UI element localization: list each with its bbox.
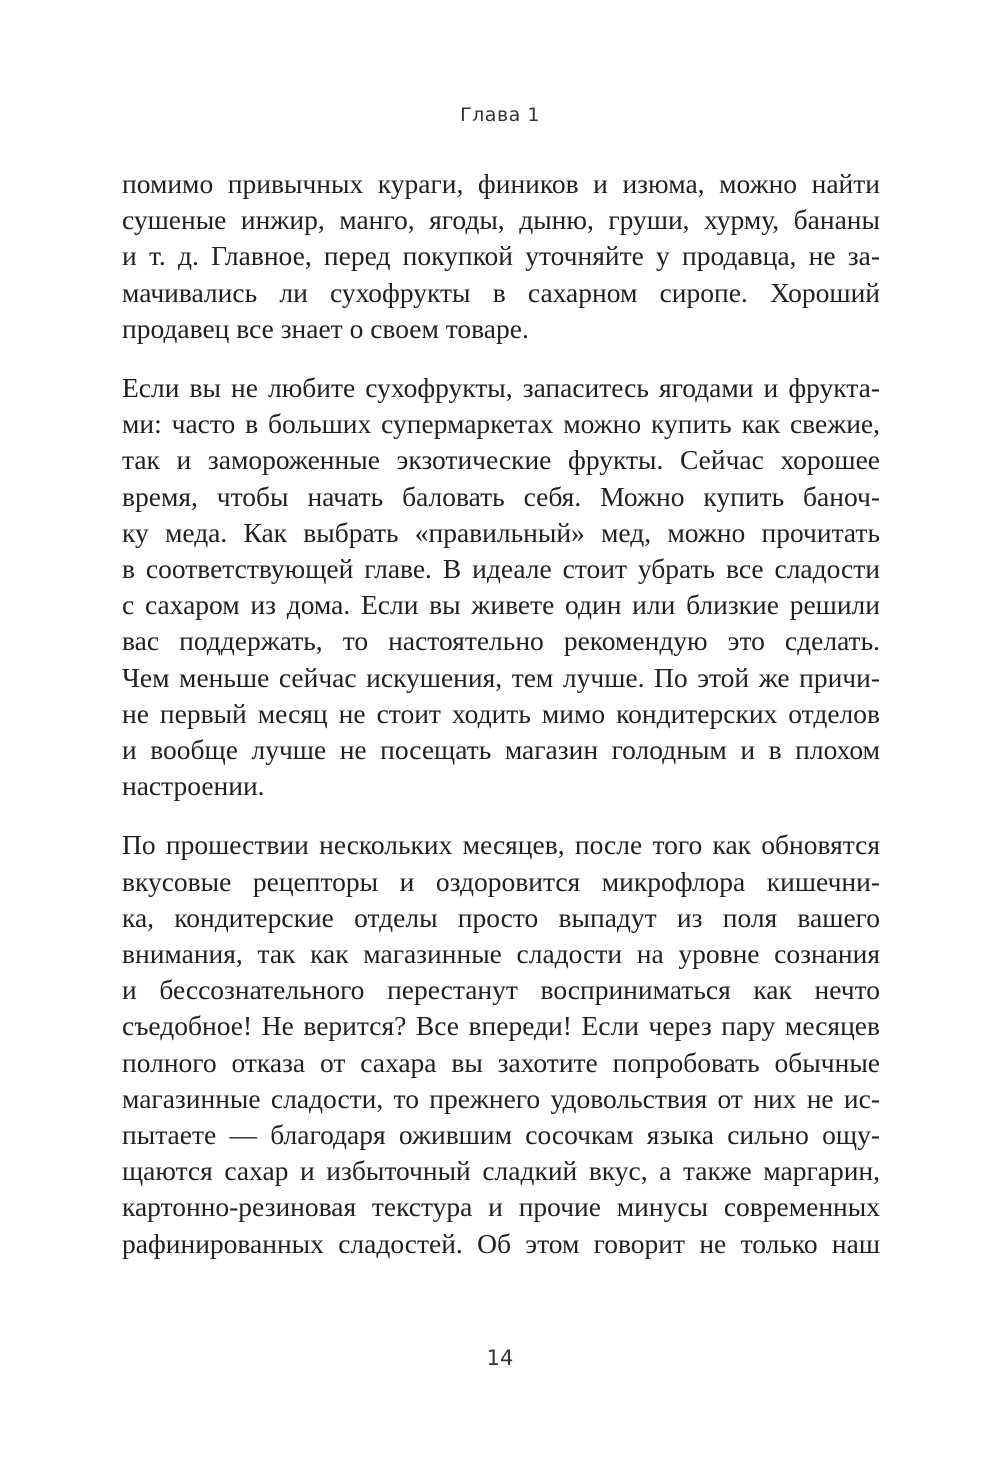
text-line: продавец все знает о своем товаре. [122, 312, 529, 344]
text-line: картонно-резиновая текстура и прочие минусы современных [122, 1191, 880, 1223]
text-line: вас поддержать, то настоятельно рекомендую это сделать. [122, 625, 880, 657]
text-line: пытаете — благодаря ожившим сосочкам языка сильно ощу- [122, 1119, 880, 1151]
running-head: Глава 1 [460, 104, 540, 126]
text-line: магазинные сладости, то прежнего удовольствия от них не ис- [122, 1082, 880, 1114]
text-line: ку меда. Как выбрать «правильный» мед, можно прочитать [122, 516, 880, 548]
text-line: сушеные инжир, манго, ягоды, дыню, груши, хурму, бананы [122, 204, 880, 236]
paragraph-1 [122, 166, 880, 347]
text-line: и т. д. Главное, перед покупкой уточняйте у продавца, не за- [122, 240, 880, 272]
text-line: так и замороженные экзотические фрукты. Сейчас хорошее [122, 444, 880, 476]
page-number: 14 [486, 1346, 514, 1370]
text-line: вкусовые рецепторы и оздоровится микрофлора кишечни- [122, 865, 880, 897]
text-line: и бессознательного перестанут восприниматься как нечто [122, 974, 880, 1006]
text-line: полного отказа от сахара вы захотите попробовать обычные [122, 1046, 880, 1078]
text-line: рафинированных сладостей. Об этом говорит не только наш [122, 1227, 880, 1259]
text-line: ми: часто в больших супермаркетах можно купить как свежие, [122, 408, 880, 440]
text-line: Чем меньше сейчас искушения, тем лучше. По этой же причи- [122, 661, 880, 693]
text-line: помимо привычных кураги, фиников и изюма, можно найти [122, 168, 880, 199]
text-line: время, чтобы начать баловать себя. Можно купить баноч- [122, 480, 880, 512]
text-line: и вообще лучше не посещать магазин голодным и в плохом [122, 734, 880, 766]
text-line: щаются сахар и избыточный сладкий вкус, а также маргарин, [122, 1155, 880, 1187]
text-line: ка, кондитерские отделы просто выпадут из поля вашего [122, 901, 880, 933]
text-line: Если вы не любите сухофрукты, запаситесь ягодами и фрукта- [122, 372, 880, 404]
body-text [122, 166, 880, 1285]
text-line: с сахаром из дома. Если вы живете один или близкие решили [122, 589, 880, 621]
paragraph-2 [122, 370, 880, 804]
text-line: настроении. [122, 770, 265, 802]
text-line: в соответствующей главе. В идеале стоит убрать все сладости [122, 553, 880, 585]
text-line: мачивались ли сухофрукты в сахарном сиропе. Хороший [122, 276, 880, 308]
text-line: По прошествии нескольких месяцев, после того как обновятся [122, 829, 880, 861]
text-line: съедобное! Не верится? Все впереди! Если через пару месяцев [122, 1010, 880, 1042]
text-line: внимания, так как магазинные сладости на уровне сознания [122, 938, 880, 970]
paragraph-3 [122, 827, 880, 1261]
text-line: не первый месяц не стоит ходить мимо кондитерских отделов [122, 697, 880, 729]
